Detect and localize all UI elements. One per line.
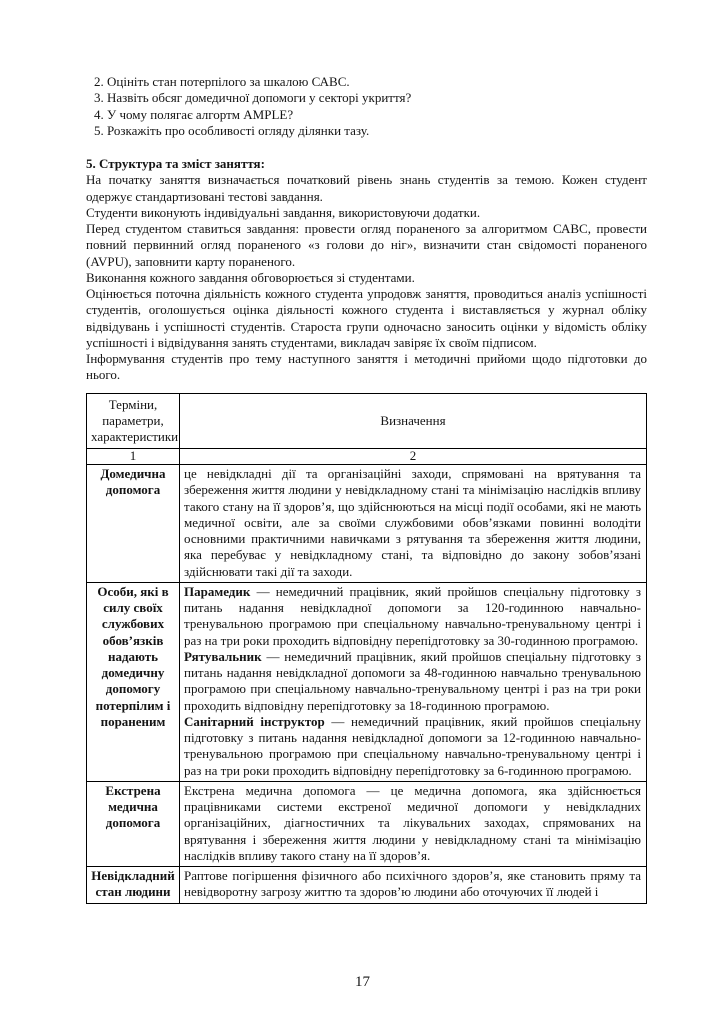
- paragraph-next-topic: Інформування студентів про тему наступного заняття і методичні прийоми щодо підготовки до нього.: [86, 351, 647, 383]
- definition-paragraph: [184, 868, 641, 901]
- definition-lead: Парамедик: [184, 583, 251, 599]
- table-row-domedychna: [87, 465, 647, 583]
- paragraph-discussion: Виконання кожного завдання обговорюється зі студентами.: [86, 269, 415, 285]
- column-number-1: 1: [87, 449, 180, 465]
- definition-cell: [180, 465, 647, 583]
- table-header-terms: Терміни, параметри, характеристики: [87, 393, 180, 449]
- table-row-nevidkladnyi-stan: [87, 867, 647, 904]
- definition-paragraph: [184, 466, 641, 580]
- paragraph-intro: На початку заняття визначається початковий рівень знань студентів за темою. Кожен студент одержує стандартизовані тестові завдання.: [86, 172, 647, 204]
- terms-definitions-table: [86, 393, 647, 904]
- definition-lead: Рятувальник: [184, 648, 262, 664]
- question-item-4: 4. У чому полягає алгортм AMPLE?: [94, 106, 294, 122]
- table-header-row: [87, 393, 647, 449]
- question-list: [94, 74, 647, 139]
- definition-text: Екстрена медична допомога — це медична допомога, яка здійснюється працівниками системи екстреної медичної допомоги у невідкладних організаційних, діагностичних та лікувальних заходах, спрямованих на врятування і збереження життя людини у невідкладному стані та мінімізацію наслідків впливу такого стану на її здоров’я.: [184, 782, 641, 863]
- question-item-5: 5. Розкажіть про особливості огляду ділянки тазу.: [94, 122, 370, 138]
- section-heading: 5. Структура та зміст заняття:: [86, 156, 265, 171]
- term-cell: Домедична допомога: [87, 465, 180, 583]
- term-cell: Екстрена медична допомога: [87, 781, 180, 866]
- definition-cell: [180, 867, 647, 904]
- definition-cell: [180, 582, 647, 781]
- definition-lead: Санітарний інструктор: [184, 713, 325, 729]
- question-item-2: 2. Оцініть стан потерпілого за шкалою САВС.: [94, 74, 350, 89]
- paragraph-assignment: Перед студентом ставиться завдання: провести огляд пораненого за алгоритмом САВС, провести повний первинний огляд пораненого «з голови до ніг», визначити стан свідомості пораненого (AVPU), заповнити карту пораненого.: [86, 221, 647, 269]
- term-cell: Особи, які в силу своїх службових обов’язків надають домедичну допомогу потерпілим і пораненим: [87, 582, 180, 781]
- definition-text: — немедичний працівник, який пройшов спеціальну підготовку з питань надання невідкладної допомоги за 120-годинною навчально-тренувальною програмою при спеціальному навчально-тренувальному центрі і раз на три роки проходить відповідну перепідготовку за 30-годинною програмою.: [184, 583, 641, 648]
- table-header-definition: Визначення: [180, 393, 647, 449]
- definition-paragraph-sanitarnyi-instruktor: [184, 714, 641, 779]
- definition-text: Раптове погіршення фізичного або психічного здоров’я, яке становить пряму та невідворотну загрозу життю та здоров’ю людини або оточуючих її людей і: [184, 868, 641, 900]
- table-row-osoby: [87, 582, 647, 781]
- table-numbering-row: [87, 449, 647, 465]
- paragraph-assessment: Оцінюється поточна діяльність кожного студента упродовж заняття, проводиться аналіз успішності студентів, оголошується оцінка діяльності кожного студента і виставляється у журнал обліку відвідувань і успішності студентів. Староста групи одночасно заносить оцінки у відомість обліку успішності і відвідування занять студентами, викладач завіряє їх своїм підписом.: [86, 286, 647, 350]
- definition-paragraph: [184, 783, 641, 864]
- definition-text: це невідкладні дії та організаційні заходи, спрямовані на врятування та збереження життя людини у невідкладному стані та мінімізацію наслідків впливу такого стану на її здоров’я, що здійснюються на місці події особами, які не мають медичної освіти, але за своїми службовими обов’язками повинні володіти основними практичними навичками з рятування та збереження життя людини, яка перебуває у невідкладному стані, та відповідно до закону зобов’язані здійснювати такі дії та заходи.: [184, 466, 641, 579]
- definition-text: — немедичний працівник, який пройшов спеціальну підготовку з питань надання невідкладної допомоги за 48-годинною навчально тренувальною програмою при спеціальному навчально-тренувальному центрі і раз на три роки проходить відповідну перепідготовку за 18-годинною програмою.: [184, 648, 641, 713]
- question-item-3: 3. Назвіть обсяг домедичної допомоги у секторі укриття?: [94, 90, 412, 106]
- page-number: 17: [355, 974, 370, 991]
- table-row-ekstrena: [87, 781, 647, 866]
- term-cell: Невідкладний стан людини: [87, 867, 180, 904]
- definition-cell: [180, 781, 647, 866]
- definition-text: — немедичний працівник, який пройшов спеціальну підготовку з питань надання невідкладної допомоги за 12-годинною навчально-тренувальною програмою при спеціальному навчально-тренувальному центрі і раз на три роки проходить відповідну перепідготовку за 6-годинною програмою.: [184, 713, 641, 778]
- definition-paragraph-riatuvalnyk: [184, 649, 641, 714]
- column-number-2: 2: [180, 449, 647, 465]
- paragraph-tasks: Студенти виконують індивідуальні завдання, використовуючи додатки.: [86, 204, 481, 220]
- definition-paragraph-paramedyk: [184, 584, 641, 649]
